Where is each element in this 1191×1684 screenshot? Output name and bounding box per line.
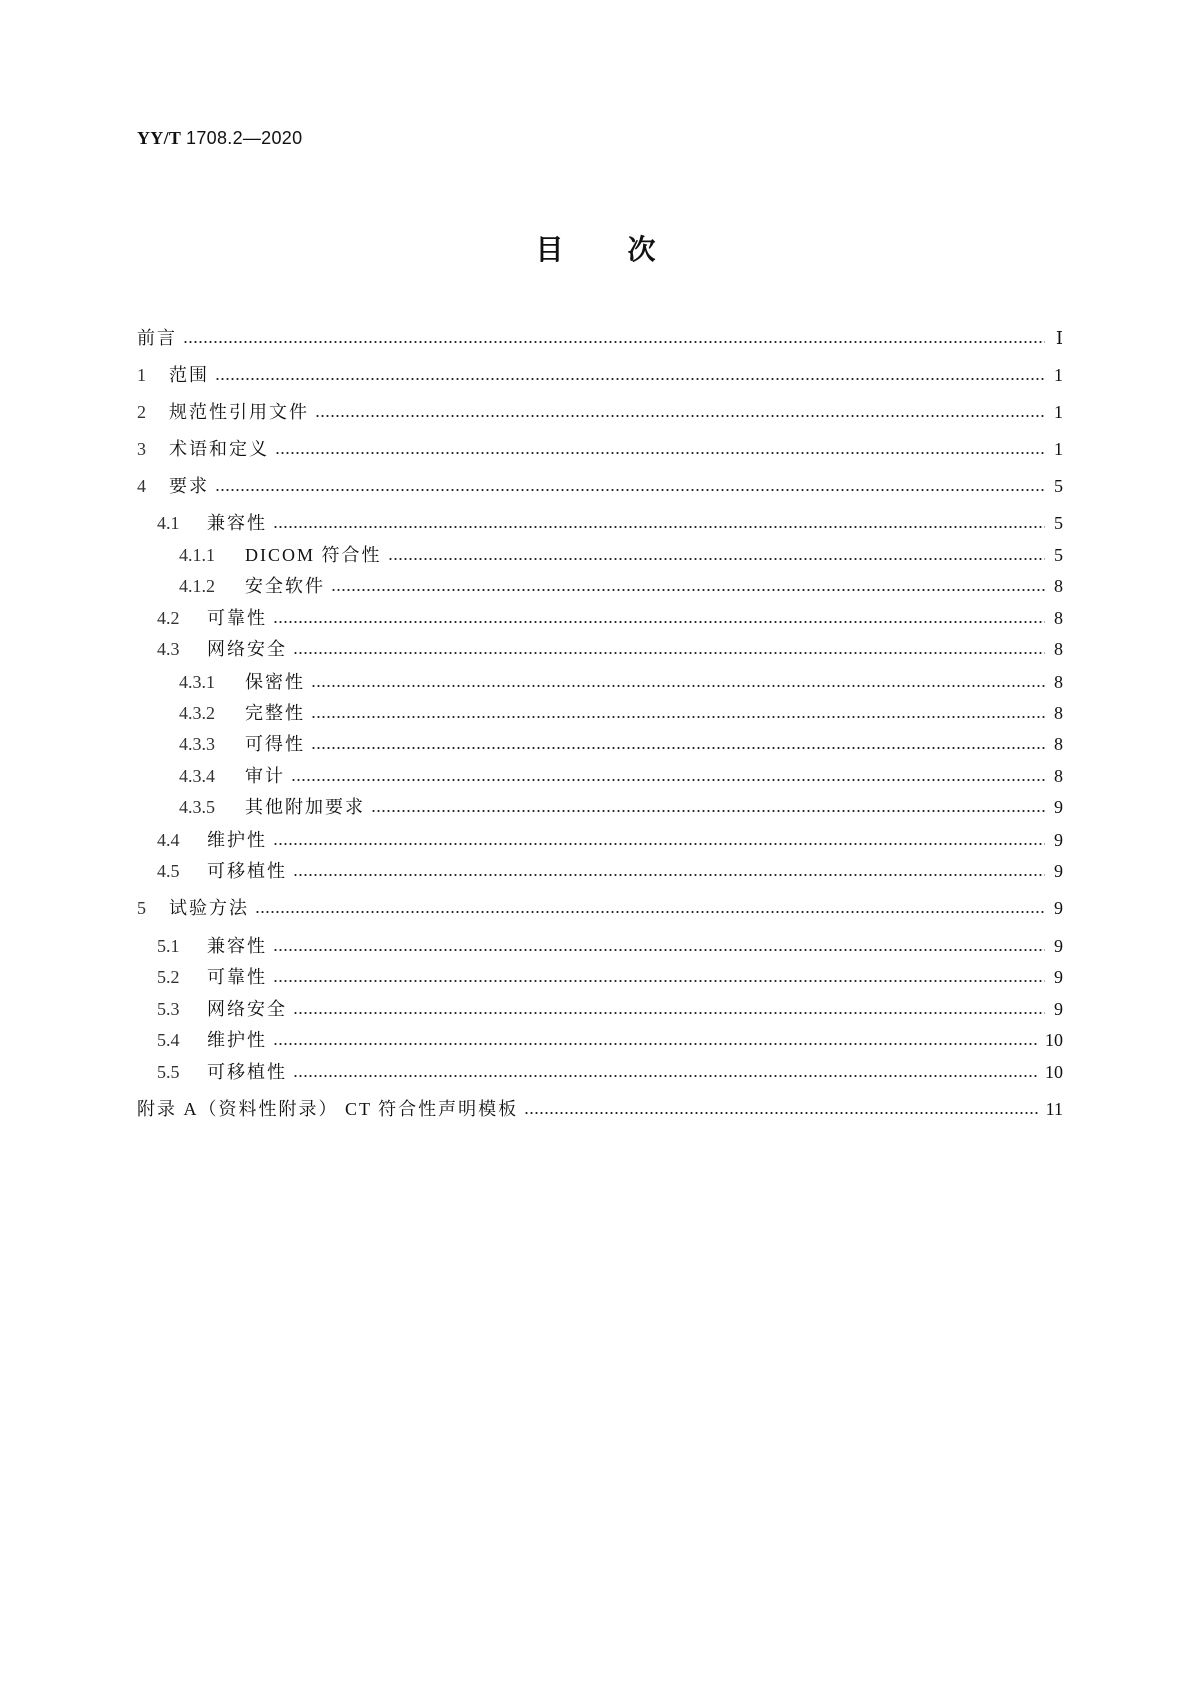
toc-entry-title: 附录 A（资料性附录） CT 符合性声明模板 <box>137 1099 519 1119</box>
toc-entry-title: 规范性引用文件 <box>169 402 309 422</box>
dot-leader <box>273 1042 1037 1046</box>
toc-entry-title: 试验方法 <box>169 898 249 918</box>
toc-entry[interactable] <box>179 701 1063 725</box>
toc-entry-page: 9 <box>1054 898 1063 918</box>
page-title: 目次 <box>535 233 720 266</box>
toc-entry-title: 网络安全 <box>207 639 287 659</box>
standard-number-header <box>137 128 302 149</box>
toc-entry[interactable] <box>137 400 1063 424</box>
toc-entry-title: 要求 <box>169 476 209 496</box>
toc-entry-number: 4.4 <box>157 830 180 850</box>
toc-entry-title: 兼容性 <box>207 936 267 956</box>
toc-entry[interactable] <box>137 1097 1063 1121</box>
toc-entry-page: 1 <box>1054 402 1063 422</box>
toc-entry[interactable] <box>157 637 1063 661</box>
toc-entry[interactable] <box>179 732 1063 756</box>
toc-entry-number: 4.1.1 <box>179 545 215 565</box>
toc-entry-title: 可靠性 <box>207 967 267 987</box>
toc-entry[interactable] <box>157 1060 1063 1084</box>
toc-entry-page: 5 <box>1054 545 1063 565</box>
dot-leader <box>293 1011 1045 1015</box>
standard-number: 1708.2—2020 <box>186 128 303 148</box>
toc-entry-number: 5.4 <box>157 1030 180 1050</box>
dot-leader <box>315 414 1045 418</box>
toc-entry-number: 3 <box>137 439 146 459</box>
toc-entry-number: 4.1.2 <box>179 576 215 596</box>
toc-entry-title: 可移植性 <box>207 1062 287 1082</box>
toc-entry[interactable] <box>137 896 1063 920</box>
toc-entry-title: 审计 <box>245 766 285 786</box>
toc-entry[interactable] <box>137 474 1063 498</box>
toc-entry-page: 9 <box>1054 999 1063 1019</box>
toc-entry-page: 10 <box>1045 1062 1063 1082</box>
dot-leader <box>215 377 1045 381</box>
toc-entry-number: 5.1 <box>157 936 180 956</box>
toc-entry-page: Ⅰ <box>1055 328 1063 348</box>
toc-entry[interactable] <box>137 363 1063 387</box>
toc-entry[interactable] <box>157 965 1063 989</box>
toc-entry-page: 8 <box>1054 734 1063 754</box>
toc-entry-number: 5.2 <box>157 967 180 987</box>
toc-entry-title: DICOM 符合性 <box>245 545 382 565</box>
toc-entry-number: 1 <box>137 365 146 385</box>
toc-entry-page: 5 <box>1054 476 1063 496</box>
dot-leader <box>255 910 1045 914</box>
dot-leader <box>388 557 1045 561</box>
toc-entry[interactable] <box>179 795 1063 819</box>
toc-entry-title: 保密性 <box>245 672 305 692</box>
dot-leader <box>291 778 1045 782</box>
dot-leader <box>273 525 1045 529</box>
toc-entry[interactable] <box>157 997 1063 1021</box>
toc-entry-page: 9 <box>1054 967 1063 987</box>
toc-entry-title: 维护性 <box>207 1030 267 1050</box>
toc-entry-page: 9 <box>1054 797 1063 817</box>
toc-entry[interactable] <box>179 670 1063 694</box>
toc-entry[interactable] <box>157 859 1063 883</box>
toc-entry-title: 其他附加要求 <box>245 797 365 817</box>
toc-entry-title: 兼容性 <box>207 513 267 533</box>
toc-entry-number: 4.5 <box>157 861 180 881</box>
toc-entry-number: 4.3.4 <box>179 766 215 786</box>
toc-entry[interactable] <box>157 606 1063 630</box>
dot-leader <box>273 979 1045 983</box>
toc-entry[interactable] <box>179 543 1063 567</box>
toc-entry-title: 可移植性 <box>207 861 287 881</box>
toc-entry-title: 安全软件 <box>245 576 325 596</box>
dot-leader <box>273 620 1045 624</box>
toc-entry[interactable] <box>179 764 1063 788</box>
toc-entry-page: 8 <box>1054 766 1063 786</box>
toc-entry-number: 4.3.3 <box>179 734 215 754</box>
toc-entry-page: 9 <box>1054 936 1063 956</box>
toc-entry-title: 网络安全 <box>207 999 287 1019</box>
toc-entry-title: 完整性 <box>245 703 305 723</box>
dot-leader <box>183 340 1045 344</box>
toc-entry-page: 8 <box>1054 672 1063 692</box>
toc-entry-number: 4.1 <box>157 513 180 533</box>
toc-entry-page: 10 <box>1045 1030 1063 1050</box>
dot-leader <box>371 809 1045 813</box>
toc-entry-number: 4.3.2 <box>179 703 215 723</box>
toc-entry-page: 1 <box>1054 365 1063 385</box>
toc-entry-title: 前言 <box>137 328 177 348</box>
toc-entry[interactable] <box>157 934 1063 958</box>
toc-entry-title: 范围 <box>169 365 209 385</box>
toc-entry[interactable] <box>157 511 1063 535</box>
toc-entry-number: 5.3 <box>157 999 180 1019</box>
toc-entry-number: 4 <box>137 476 146 496</box>
toc-entry[interactable] <box>137 437 1063 461</box>
toc-entry-page: 5 <box>1054 513 1063 533</box>
toc-entry-page: 8 <box>1054 639 1063 659</box>
dot-leader <box>331 588 1045 592</box>
toc-entry-page: 8 <box>1054 703 1063 723</box>
toc-entry-number: 5 <box>137 898 146 918</box>
toc-entry-title: 维护性 <box>207 830 267 850</box>
toc-entry-title: 术语和定义 <box>169 439 269 459</box>
toc-entry-number: 5.5 <box>157 1062 180 1082</box>
dot-leader <box>293 1074 1037 1078</box>
toc-entry-page: 8 <box>1054 576 1063 596</box>
toc-entry[interactable] <box>157 1028 1063 1052</box>
dot-leader <box>293 873 1045 877</box>
dot-leader <box>215 488 1045 492</box>
toc-entry-number: 4.3 <box>157 639 180 659</box>
toc-entry-number: 4.3.5 <box>179 797 215 817</box>
toc-entry[interactable] <box>157 828 1063 852</box>
toc-entry-page: 9 <box>1054 861 1063 881</box>
toc-entry-number: 2 <box>137 402 146 422</box>
toc-entry-page: 8 <box>1054 608 1063 628</box>
toc-entry-number: 4.2 <box>157 608 180 628</box>
toc-entry-page: 9 <box>1054 830 1063 850</box>
dot-leader <box>275 451 1045 455</box>
toc-entry-title: 可靠性 <box>207 608 267 628</box>
toc-entry[interactable] <box>179 574 1063 598</box>
dot-leader <box>273 948 1045 952</box>
dot-leader <box>293 651 1045 655</box>
dot-leader <box>273 842 1045 846</box>
standard-prefix: YY/T <box>137 128 182 148</box>
toc-entry-page: 11 <box>1045 1099 1063 1119</box>
dot-leader <box>311 715 1045 719</box>
dot-leader <box>311 684 1045 688</box>
dot-leader <box>311 746 1045 750</box>
toc-entry-title: 可得性 <box>245 734 305 754</box>
toc-entry[interactable] <box>137 326 1063 350</box>
toc-entry-page: 1 <box>1054 439 1063 459</box>
toc-entry-number: 4.3.1 <box>179 672 215 692</box>
dot-leader <box>524 1111 1037 1115</box>
